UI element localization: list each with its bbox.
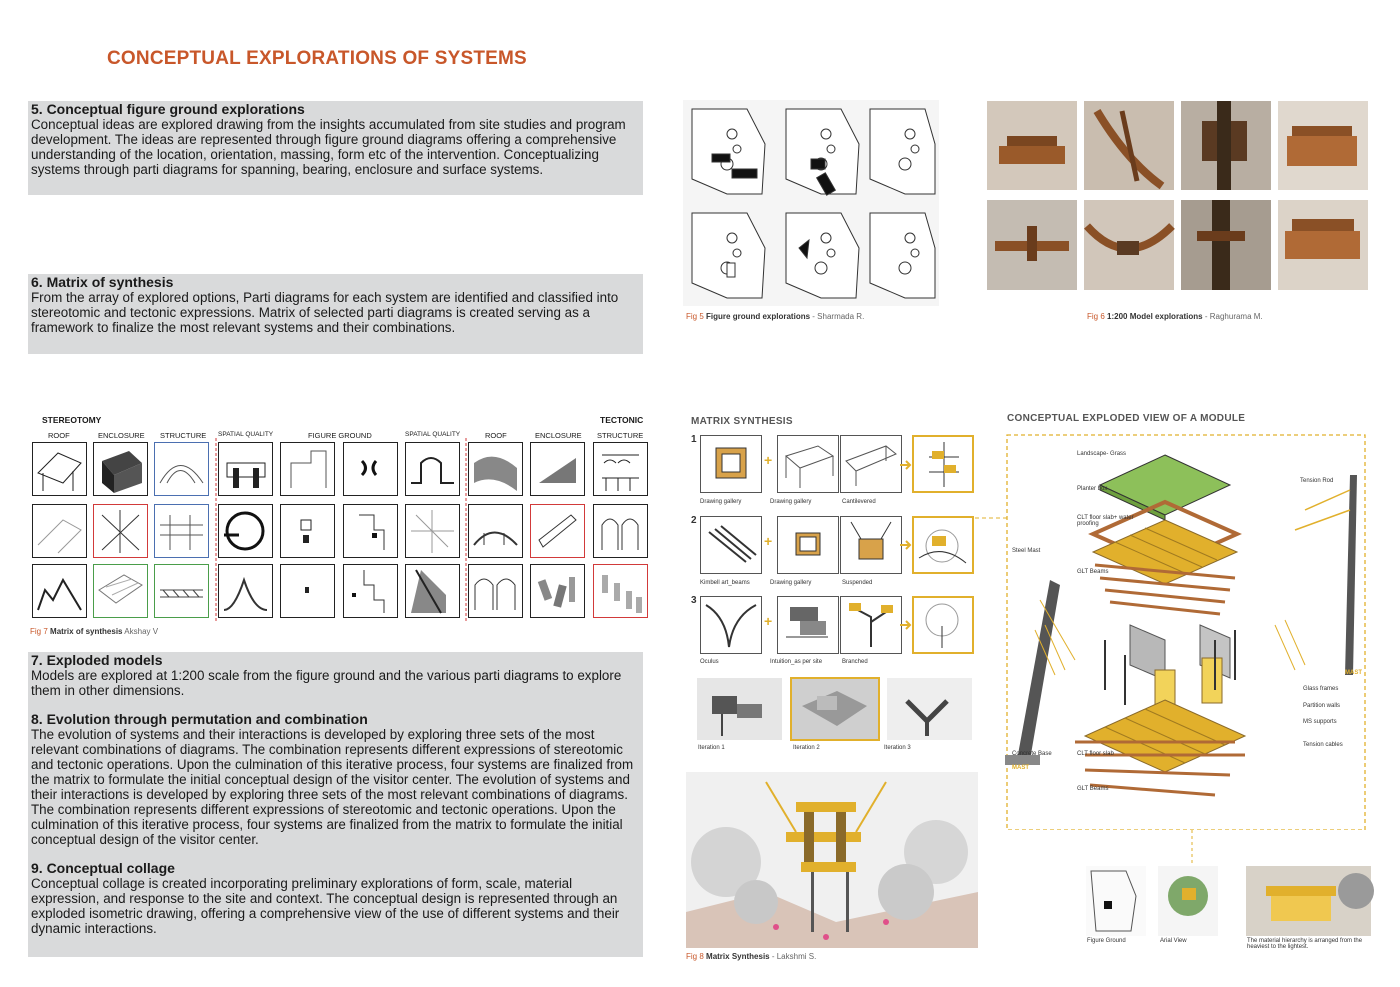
section-body: Conceptual collage is created incorporating preliminary explorations of form, scale, material expression, and response to the site and context. The conceptual design is represented through an exploded isometric drawing, offering a comprehensive view of the use of different systems and their dynamic interactions. xyxy=(31,876,620,936)
figure-number: Fig 6 xyxy=(1087,312,1105,321)
matrix-cell xyxy=(218,564,273,618)
section-5 xyxy=(28,101,643,195)
matrix-cell xyxy=(154,442,209,496)
matrix-left-title: STEREOTOMY xyxy=(42,415,102,425)
synthesis-label: Intuition_as per site xyxy=(770,659,823,665)
matrix-col-label: ROOF xyxy=(48,431,70,440)
fig5-caption xyxy=(686,312,864,321)
figure-author: - Raghurama M. xyxy=(1204,312,1263,321)
figure-ground-drawings xyxy=(683,100,939,306)
matrix-cell xyxy=(468,564,523,618)
exploded-view xyxy=(975,430,1370,830)
connector-line xyxy=(1185,830,1199,870)
label-glt-beams-top: GLT Beams xyxy=(1077,569,1109,575)
section-body: Models are explored at 1:200 scale from the figure ground and the various parti diagrams to explore them in other dimensions. xyxy=(31,668,622,698)
section-heading: 5. Conceptual figure ground explorations xyxy=(31,101,305,117)
iteration-models xyxy=(697,676,977,742)
synthesis-result-cell xyxy=(912,516,974,574)
matrix-cell xyxy=(343,442,398,496)
label-clt-slab: CLT floor slab xyxy=(1077,751,1114,757)
matrix-cell xyxy=(405,504,460,558)
synthesis-label: Drawing gallery xyxy=(700,499,742,505)
matrix-cell xyxy=(468,442,523,496)
label-mast-left: MAST xyxy=(1012,765,1029,771)
synthesis-cell xyxy=(777,516,839,574)
conceptual-collage xyxy=(686,772,978,948)
synthesis-label: Cantilevered xyxy=(842,499,876,505)
label-concrete-base: Concrete Base xyxy=(1012,751,1052,757)
matrix-col-label: STRUCTURE xyxy=(597,431,644,440)
label-glass-frames: Glass frames xyxy=(1303,686,1339,692)
synthesis-cell xyxy=(777,596,839,654)
figure-title: 1:200 Model explorations xyxy=(1107,312,1203,321)
matrix-col-label: FIGURE GROUND xyxy=(308,431,372,440)
section-heading: 7. Exploded models xyxy=(31,652,163,668)
label-glt-beams-bottom: GLT Beams xyxy=(1077,786,1109,792)
bottom-thumbnails xyxy=(1086,866,1376,936)
matrix-cell xyxy=(93,504,148,558)
bottom-label: Arial View xyxy=(1160,938,1187,944)
synthesis-label: Oculus xyxy=(700,659,719,665)
label-mast-right: MAST xyxy=(1345,670,1362,676)
label-planter: Planter box xyxy=(1077,486,1108,492)
matrix-cell xyxy=(343,504,398,558)
row-number: 3 xyxy=(691,595,697,606)
synthesis-cell xyxy=(700,596,762,654)
fig6-caption xyxy=(1087,312,1263,321)
matrix-cell xyxy=(32,442,87,496)
matrix-col-label: SPATIAL QUALITY xyxy=(405,431,461,438)
exploded-drawing xyxy=(975,430,1370,830)
matrix-cell xyxy=(530,442,585,496)
matrix-cell xyxy=(468,504,523,558)
matrix-cell xyxy=(93,564,148,618)
bottom-label: Figure Ground xyxy=(1087,938,1126,944)
matrix-col-label: ENCLOSURE xyxy=(535,431,582,440)
matrix-col-label: ROOF xyxy=(485,431,507,440)
label-clt-floor: CLT floor slab+ water proofing xyxy=(1077,515,1134,527)
matrix-cell xyxy=(93,442,148,496)
sections-7-9 xyxy=(28,652,643,957)
synthesis-cell xyxy=(840,516,902,574)
matrix-col-label: ENCLOSURE xyxy=(98,431,145,440)
synthesis-result-cell xyxy=(912,596,974,654)
fig7-caption xyxy=(30,627,158,636)
figure-number: Fig 8 xyxy=(686,952,704,961)
section-heading: 6. Matrix of synthesis xyxy=(31,274,174,290)
iteration-label: Iteration 1 xyxy=(698,745,725,751)
matrix-cell xyxy=(218,442,273,496)
synthesis-label: Branched xyxy=(842,659,868,665)
plus-icon: + xyxy=(764,452,773,468)
matrix-cell xyxy=(32,564,87,618)
matrix-right-title: TECTONIC xyxy=(600,415,644,425)
matrix-cell xyxy=(32,504,87,558)
synthesis-label: Drawing gallery xyxy=(770,580,812,586)
matrix-cell xyxy=(280,442,335,496)
matrix-cell xyxy=(405,564,460,618)
model-photos xyxy=(987,101,1372,291)
synthesis-label: Drawing gallery xyxy=(770,499,812,505)
figure-title: Matrix of synthesis xyxy=(50,627,123,636)
synthesis-label: Kimbell art_beams xyxy=(700,580,750,586)
synthesis-cell xyxy=(700,516,762,574)
section-heading: 9. Conceptual collage xyxy=(31,860,175,876)
label-ms-supports: MS supports xyxy=(1303,719,1337,725)
synthesis-result-cell xyxy=(912,435,974,493)
matrix-cell xyxy=(593,442,648,496)
matrix-grid xyxy=(30,438,650,622)
section-body: From the array of explored options, Parti diagrams for each system are identified and classified into stereotomic and tectonic expressions. Matrix of selected parti diagrams is created serving as a framework to finalize the most relevant systems and their combinations. xyxy=(31,290,619,335)
synthesis-cell xyxy=(840,596,902,654)
matrix-cell xyxy=(593,564,648,618)
synthesis-cell xyxy=(840,435,902,493)
synthesis-cell xyxy=(777,435,839,493)
label-landscape: Landscape- Grass xyxy=(1077,451,1127,457)
matrix-cell xyxy=(405,442,460,496)
iteration-label: Iteration 2 xyxy=(793,745,820,751)
matrix-cell xyxy=(530,504,585,558)
section-body: The evolution of systems and their interactions is developed by exploring three sets of the most relevant combinations of diagrams. The combination represents different expressions of stereotomic and tectonic operations. Upon the culmination of this iterative process, four systems are finalized from the matrix to formulate the initial conceptual design of the visitor center. The evolution of systems and their interactions is developed by exploring three sets of the most relevant combinations of diagrams. The combination represents different expressions of stereotomic and tectonic operations. Upon the culmination of this iterative process, four systems are finalized from the matrix to formulate the initial conceptual design of the visitor center. xyxy=(31,727,634,847)
label-tension-cables: Tension cables xyxy=(1303,742,1343,748)
fig8-caption xyxy=(686,952,816,961)
figure-ground-grid xyxy=(683,100,939,306)
matrix-cell xyxy=(593,504,648,558)
synthesis-title: MATRIX SYNTHESIS xyxy=(691,416,793,427)
collage-image xyxy=(686,772,978,948)
section-heading: 8. Evolution through permutation and combination xyxy=(31,711,368,727)
figure-author: Akshay V xyxy=(124,627,159,636)
model-photo-grid xyxy=(987,101,1372,291)
row-number: 1 xyxy=(691,434,697,445)
page-title: CONCEPTUAL EXPLORATIONS OF SYSTEMS xyxy=(107,48,527,69)
matrix-cell xyxy=(530,564,585,618)
synthesis-arrows xyxy=(900,455,914,635)
figure-title: Figure ground explorations xyxy=(706,312,811,321)
label-tension-rod: Tension Rod xyxy=(1300,478,1334,484)
section-6 xyxy=(28,274,643,354)
label-partition: Partition walls xyxy=(1303,703,1341,709)
matrix-cell xyxy=(154,504,209,558)
exploded-title: CONCEPTUAL EXPLODED VIEW OF A MODULE xyxy=(1007,413,1246,424)
label-steel-mast: Steel Mast xyxy=(1012,548,1041,554)
figure-author: - Lakshmi S. xyxy=(771,952,817,961)
matrix-cell xyxy=(218,504,273,558)
iteration-photos xyxy=(697,676,977,742)
matrix-col-label: SPATIAL QUALITY xyxy=(218,431,274,438)
matrix-cell xyxy=(343,564,398,618)
synthesis-label: Suspended xyxy=(842,580,873,586)
figure-author: - Sharmada R. xyxy=(812,312,865,321)
matrix-cell xyxy=(280,564,335,618)
matrix-cell xyxy=(280,504,335,558)
bottom-images xyxy=(1086,866,1376,936)
bottom-label: The material hierarchy is arranged from the heaviest to the lightest. xyxy=(1247,938,1363,950)
iteration-label: Iteration 3 xyxy=(884,745,911,751)
matrix-cell xyxy=(154,564,209,618)
synthesis-cell xyxy=(700,435,762,493)
plus-icon: + xyxy=(764,613,773,629)
section-body: Conceptual ideas are explored drawing from the insights accumulated from site studies and program development. The ideas are represented through figure ground diagrams offering a comprehensive understanding of the location, orientation, massing, form etc of the intervention. Conceptualizing systems through parti diagrams for spanning, bearing, enclosure and surface systems. xyxy=(31,117,626,177)
matrix-col-label: STRUCTURE xyxy=(160,431,207,440)
figure-number: Fig 5 xyxy=(686,312,704,321)
figure-title: Matrix Synthesis xyxy=(706,952,770,961)
row-number: 2 xyxy=(691,515,697,526)
plus-icon: + xyxy=(764,533,773,549)
figure-number: Fig 7 xyxy=(30,627,48,636)
